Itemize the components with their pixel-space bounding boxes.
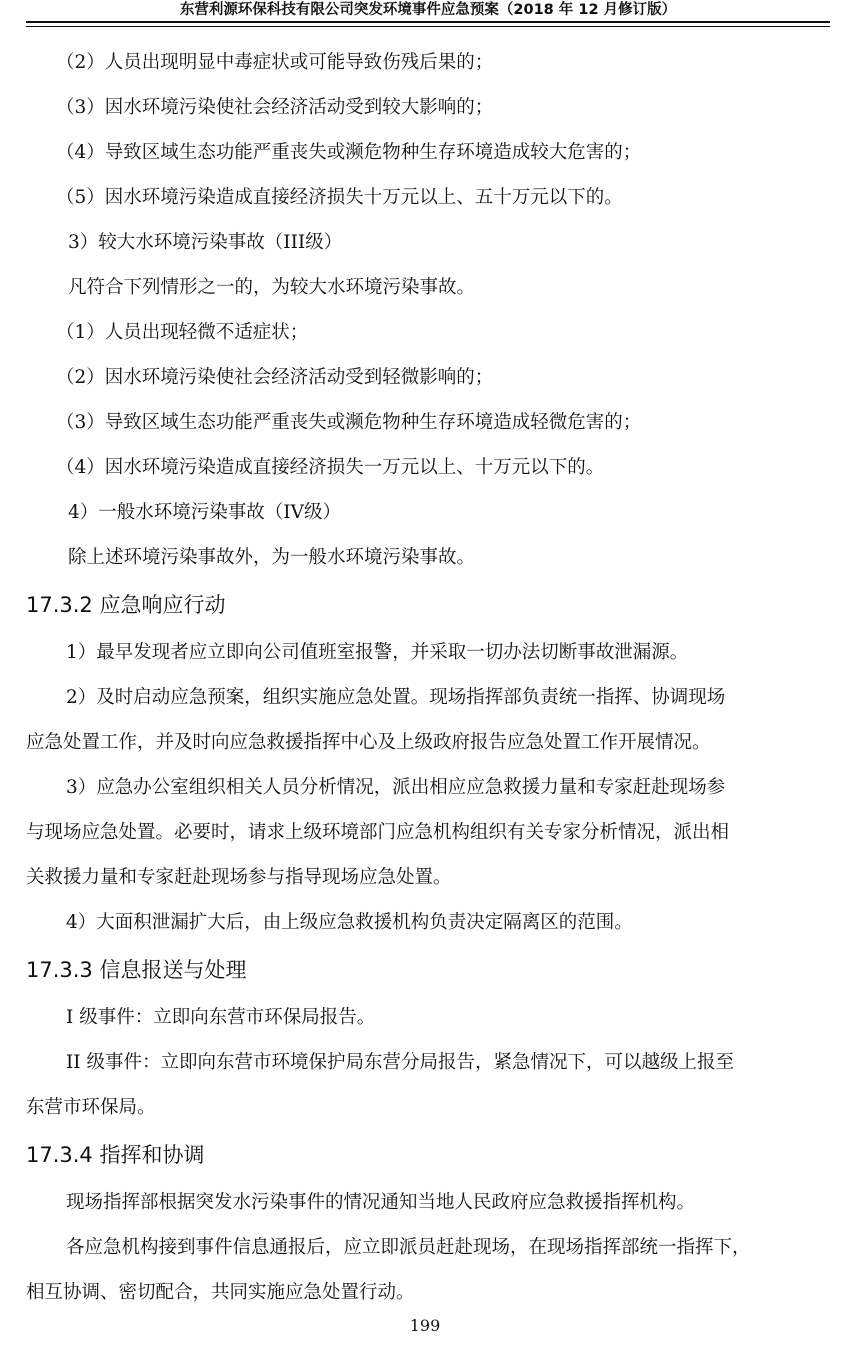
paragraph: 4）大面积泄漏扩大后，由上级应急救援机构负责决定隔离区的范围。 [66,912,633,933]
page-number: 199 [409,1316,441,1335]
header-rule-thin [26,26,830,27]
list-item: （4）因水环境污染造成直接经济损失一万元以上、十万元以下的。 [56,457,605,478]
paragraph-continuation: 应急处置工作，并及时向应急救援指挥中心及上级政府报告应急处置工作开展情况。 [26,732,711,753]
paragraph-continuation: 关救援力量和专家赶赴现场参与指导现场应急处置。 [26,867,452,888]
paragraph: 2）及时启动应急预案，组织实施应急处置。现场指挥部负责统一指挥、协调现场 [66,687,726,708]
list-item: （3）因水环境污染使社会经济活动受到较大影响的； [56,97,494,118]
paragraph: II 级事件：立即向东营市环境保护局东营分局报告，紧急情况下，可以越级上报至 [66,1052,734,1073]
document-body [26,40,832,1315]
header-rule-thick [26,21,830,23]
list-item: （5）因水环境污染造成直接经济损失十万元以上、五十万元以下的。 [56,187,623,208]
level3-title: 3）较大水环境污染事故（III级） [68,232,343,253]
list-item: （2）人员出现明显中毒症状或可能导致伤残后果的； [56,52,494,73]
list-item: （2）因水环境污染使社会经济活动受到轻微影响的； [56,367,494,388]
page-header: 东营利源环保科技有限公司突发环境事件应急预案（2018 年 12 月修订版） [179,2,677,18]
level3-intro: 凡符合下列情形之一的，为较大水环境污染事故。 [68,277,476,298]
section-heading-17-3-3: 17.3.3 信息报送与处理 [26,958,247,982]
paragraph: 现场指挥部根据突发水污染事件的情况通知当地人民政府应急救援指挥机构。 [66,1192,696,1213]
paragraph-continuation: 与现场应急处置。必要时，请求上级环境部门应急机构组织有关专家分析情况，派出相 [26,822,730,843]
list-item: （1）人员出现轻微不适症状； [56,322,309,343]
paragraph-continuation: 相互协调、密切配合，共同实施应急处置行动。 [26,1282,415,1303]
paragraph: I 级事件：立即向东营市环保局报告。 [66,1007,376,1028]
list-item: （3）导致区域生态功能严重丧失或濒危物种生存环境造成轻微危害的； [56,412,642,433]
paragraph: 1）最早发现者应立即向公司值班室报警，并采取一切办法切断事故泄漏源。 [66,642,689,663]
section-heading-17-3-2: 17.3.2 应急响应行动 [26,593,226,617]
paragraph-continuation: 东营市环保局。 [26,1097,156,1118]
section-heading-17-3-4: 17.3.4 指挥和协调 [26,1143,205,1167]
list-item: （4）导致区域生态功能严重丧失或濒危物种生存环境造成较大危害的； [56,142,642,163]
paragraph: 各应急机构接到事件信息通报后，应立即派员赶赴现场，在现场指挥部统一指挥下， [66,1237,751,1258]
level4-text: 除上述环境污染事故外，为一般水环境污染事故。 [68,547,476,568]
level4-title: 4）一般水环境污染事故（IV级） [68,502,341,523]
paragraph: 3）应急办公室组织相关人员分析情况，派出相应应急救援力量和专家赶赴现场参 [66,777,726,798]
